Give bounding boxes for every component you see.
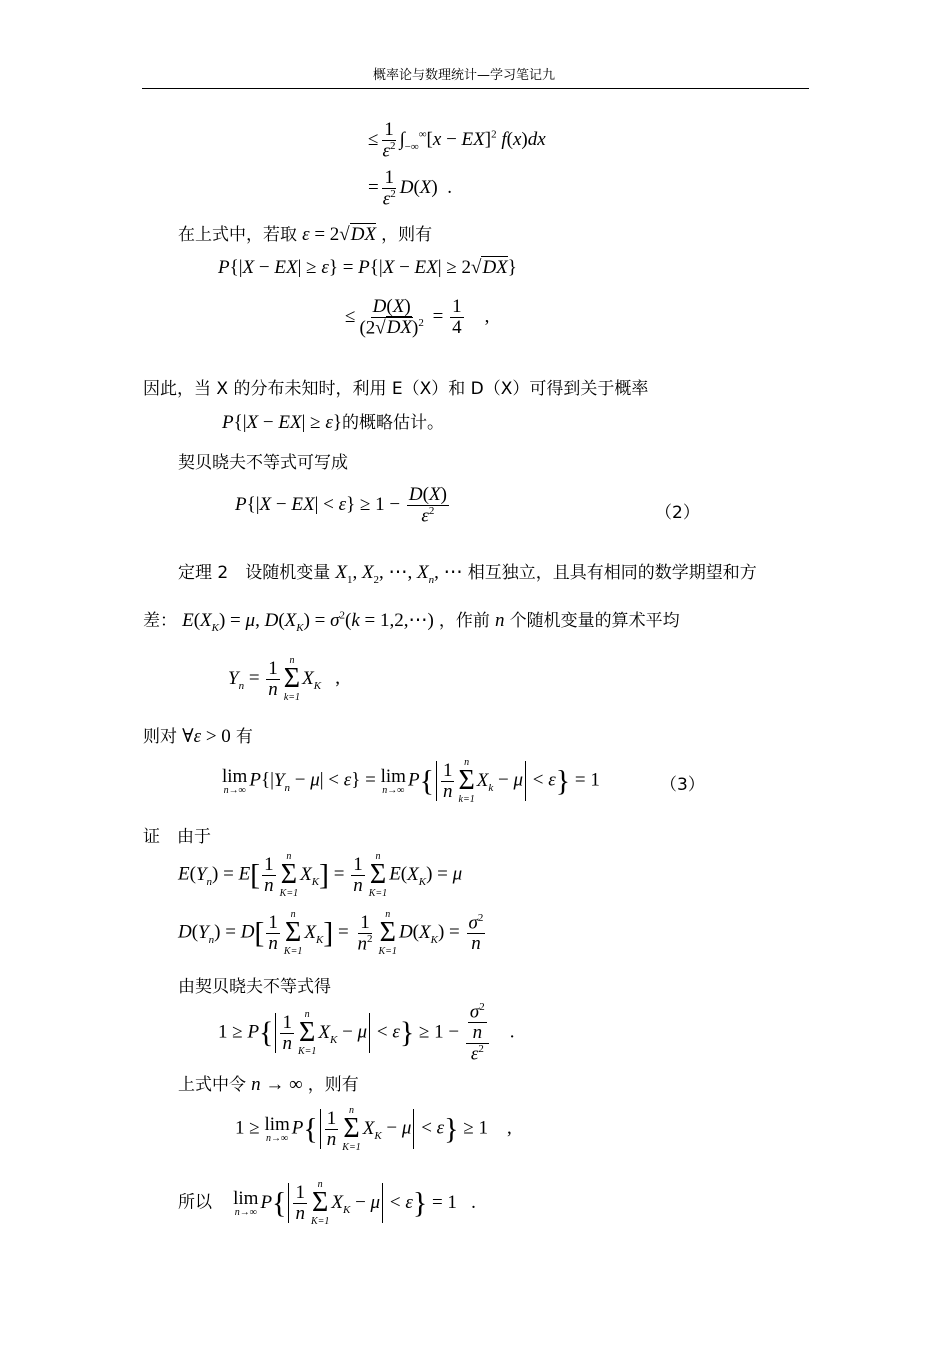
formula-chebyshev: P{|X − EX| < ε} ≥ 1 − $\frac{D(X)}{\varepsilon^2}$ <box>235 484 447 527</box>
header-divider <box>142 88 809 89</box>
paragraph-let-n-infinity: 上式中令 n → ∞ ，则有 <box>178 1074 359 1095</box>
paragraph-estimate: P{|X − EX| ≥ ε}的概略估计。 <box>222 412 444 433</box>
paragraph-forall: 则对 ∀ε > 0 有 <box>143 726 253 747</box>
equation-number-3: （3） <box>660 775 705 795</box>
formula-chebyshev-applied: 1 ≥ P{ $\frac{1}{n}$ n Σ K=1 $X_K - \mu < \varepsilon\} \ge 1$ − $\frac{\frac{\sigma^2}{n}}{\varepsilon^2}$ . <box>218 1001 515 1065</box>
proof-start: 证 由于 <box>143 827 211 847</box>
formula-line-2: = $\frac{1}{\varepsilon^2}$ D(X) . <box>368 167 452 210</box>
formula-bound-quarter: ≤ $\frac{D(X)}{(2√DX)^2}$ = $\frac{1}{4}$ , <box>345 296 490 339</box>
page-header-title: 概率论与数理统计—学习笔记九 <box>373 68 556 83</box>
equation-number-2: （2） <box>655 503 700 523</box>
formula-prob-equal: P{|X − EX| ≥ ε} = P{|X − EX| ≥ 2√DX} <box>218 257 517 278</box>
formula-limit-bound: 1 ≥ lim n→∞ P{ $\frac{1}{n}$ n Σ K=1 $X_K - \mu < \varepsilon\} \ge 1$ , <box>235 1105 512 1153</box>
paragraph-take-epsilon: 在上式中，若取 ε = 2√DX ，则有 <box>178 224 433 245</box>
paragraph-by-chebyshev: 由契贝晓夫不等式得 <box>178 977 331 997</box>
theorem-2-line-2: 差： $E(X_K) = \mu$, $D(X_K) = \sigma^2(k$ = 1,2,⋯) ，作前 n 个随机变量的算术平均 <box>143 609 680 634</box>
paragraph-rewrite: 契贝晓夫不等式可写成 <box>178 453 348 473</box>
formula-mean-yn: $Y_n$ = $\frac{1}{n}$ n Σ k=1 $X_K$ , <box>228 655 341 703</box>
formula-variance-yn: $D(Y_n) = D$[ $\frac{1}{n}$ n Σ K=1 $X_K$] = $\frac{1}{n^2}$ n Σ K=1 $D(X_K)$ = $\frac{\sigma^2}{n}$ <box>178 909 484 957</box>
theorem-2-line-1: 定理 2 设随机变量 $X_1$, $X_2$, ⋯, $X_n$, ⋯ 相互独立，且具有相同的数学期望和方 <box>178 562 757 586</box>
formula-line-1: ≤ $\frac{1}{\varepsilon^2}$ $\int_{-\infty}^\infty[x - EX]^2$ f(x)dx <box>368 119 546 162</box>
paragraph-conclusion: 所以 lim n→∞ P{ $\frac{1}{n}$ n Σ K=1 $X_K - \mu < \varepsilon\} = 1$ . <box>178 1179 476 1227</box>
formula-expectation-yn: $E(Y_n) = E$[ $\frac{1}{n}$ n Σ K=1 $X_K$] = $\frac{1}{n}$ n Σ K=1 $E(X_K) = \mu$ <box>178 851 463 899</box>
formula-law-large-numbers: lim n→∞ $P\{|Y_n - \mu| < \varepsilon\}$ = lim n→∞ P{ $\frac{1}{n}$ n Σ k=1 $X_k - \mu < \varepsilon\} = 1$ <box>222 757 600 805</box>
paragraph-distribution-unknown: 因此，当 X 的分布未知时，利用 E（X）和 D（X）可得到关于概率 <box>143 379 649 399</box>
